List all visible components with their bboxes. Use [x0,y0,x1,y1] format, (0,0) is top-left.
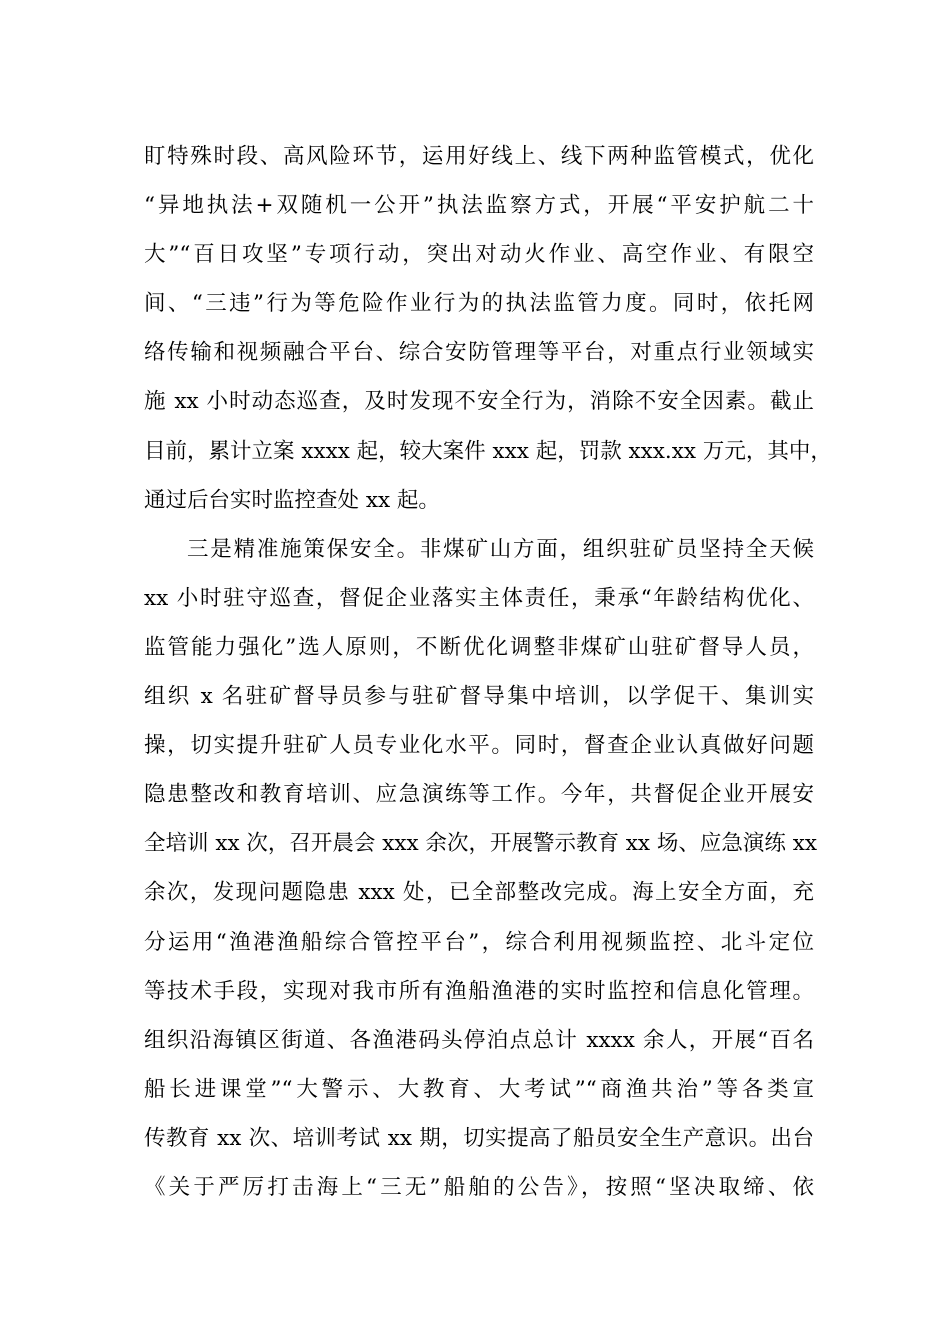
paragraph-line: 通过后台实时监控查处 xx 起。 [144,487,440,513]
paragraph-line: 分运用“渔港渔船综合管控平台”，综合利用视频监控、北斗定位 [144,929,814,955]
document-body [144,132,832,1212]
paragraph-line: 等技术手段，实现对我市所有渔船渔港的实时监控和信息化管理。 [144,978,814,1004]
paragraph-line: 监管能力强化”选人原则，不断优化调整非煤矿山驻矿督导人员， [144,634,814,660]
paragraph-line: 传教育 xx 次、培训考试 xx 期，切实提高了船员安全生产意识。出台 [144,1125,814,1151]
paragraph-line: 施 xx 小时动态巡查，及时发现不安全行为，消除不安全因素。截止 [144,389,814,415]
paragraph-line: xx 小时驻守巡查，督促企业落实主体责任，秉承“年龄结构优化、 [144,585,814,611]
paragraph-line: 组织沿海镇区街道、各渔港码头停泊点总计 xxxx 余人，开展“百名 [144,1027,814,1053]
paragraph-line: 船长进课堂”“大警示、大教育、大考试”“商渔共治”等各类宣 [144,1076,814,1102]
paragraph-line: 组织 x 名驻矿督导员参与驻矿督导集中培训，以学促干、集训实 [144,684,814,710]
paragraph-line: 目前，累计立案 xxxx 起，较大案件 xxx 起，罚款 xxx.xx 万元，其中， [144,438,832,464]
paragraph-line: 操，切实提升驻矿人员专业化水平。同时，督查企业认真做好问题 [144,733,814,759]
paragraph-line: 间、“三违”行为等危险作业行为的执法监管力度。同时，依托网 [144,291,814,317]
paragraph-line: 隐患整改和教育培训、应急演练等工作。今年，共督促企业开展安 [144,782,814,808]
paragraph-line: 全培训 xx 次，召开晨会 xxx 余次，开展警示教育 xx 场、应急演练 xx [144,831,817,857]
paragraph-line: 《关于严厉打击海上“三无”船舶的公告》，按照“坚决取缔、依 [144,1174,814,1200]
paragraph-line: 余次，发现问题隐患 xxx 处，已全部整改完成。海上安全方面，充 [144,880,814,906]
paragraph-line: “异地执法+双随机一公开”执法监察方式，开展“平安护航二十 [144,193,814,219]
paragraph-line: 盯特殊时段、高风险环节，运用好线上、线下两种监管模式，优化 [144,144,814,169]
paragraph-line: 三是精准施策保安全。非煤矿山方面，组织驻矿员坚持全天候 [187,536,814,562]
paragraph-line: 大”“百日攻坚”专项行动，突出对动火作业、高空作业、有限空 [144,242,814,268]
paragraph-line: 络传输和视频融合平台、综合安防管理等平台，对重点行业领域实 [144,340,814,366]
